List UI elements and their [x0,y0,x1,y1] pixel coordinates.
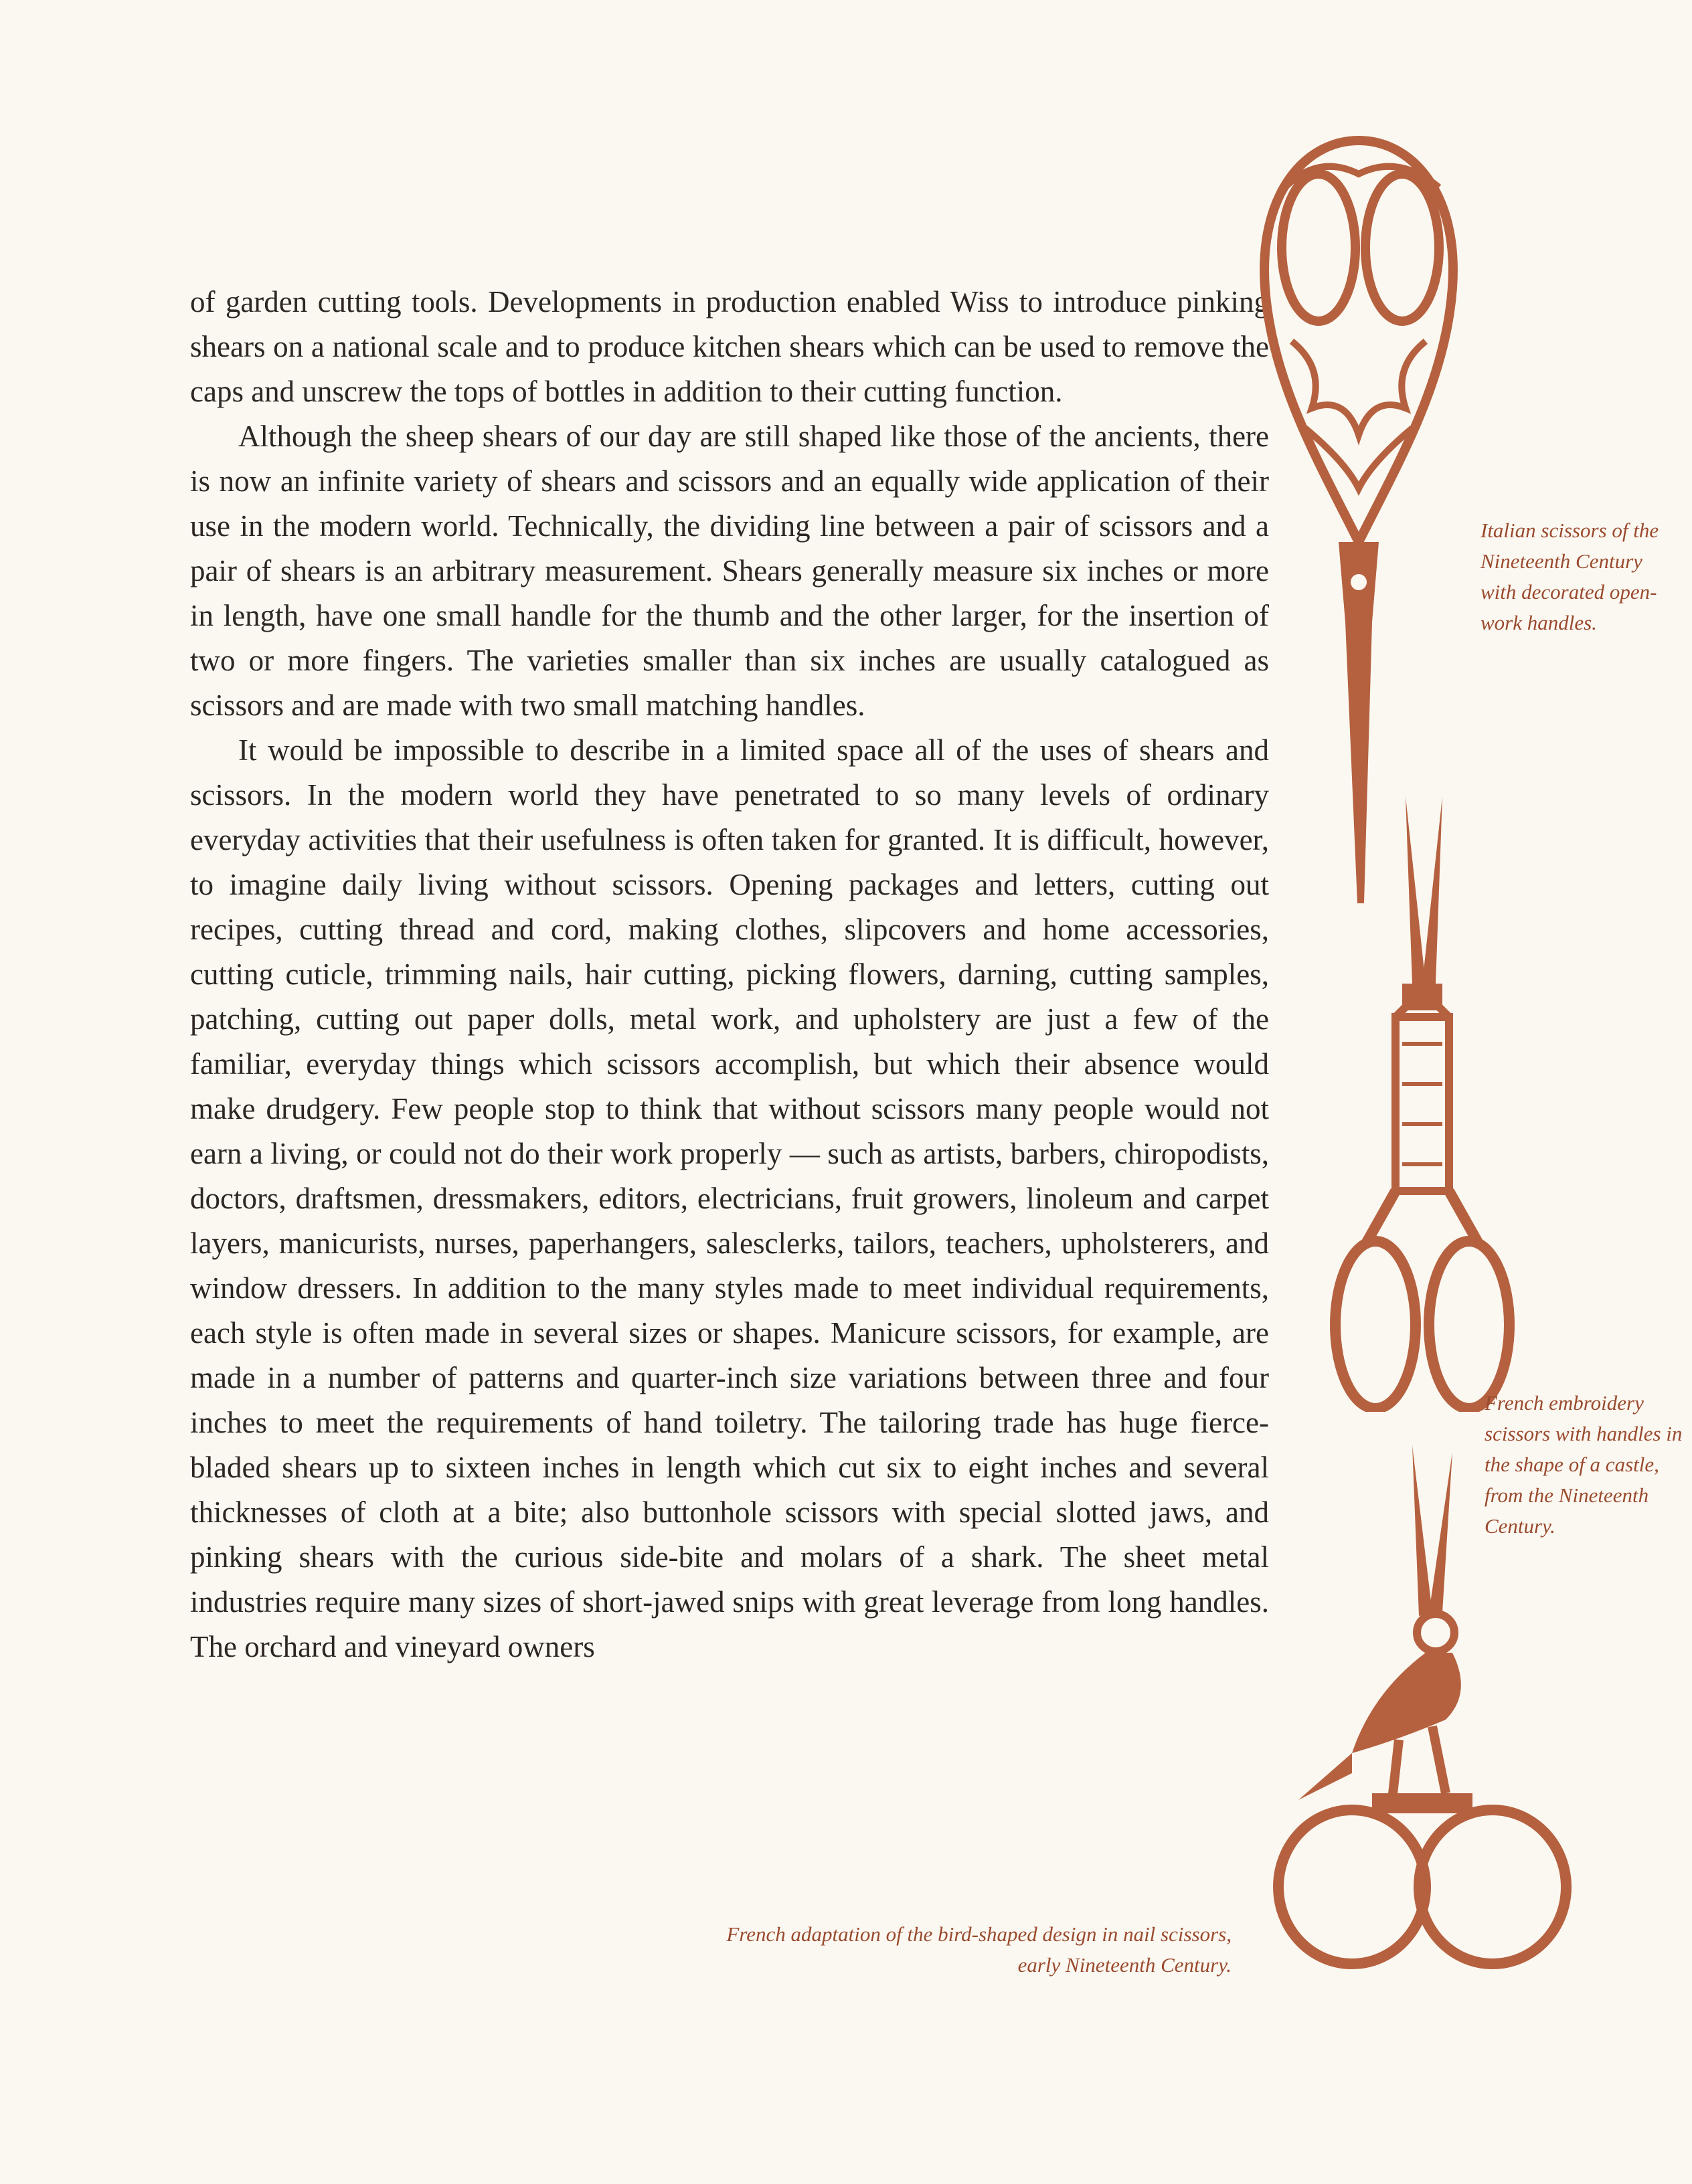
paragraph-2: Although the sheep shears of our day are still shaped like those of the ancients, there is now an infinite variety of shears and scissors and an equally wide application of their use in the modern world. Technically, the dividing line between a pair of scissors and a pair of shears is an arbitrary measurement. Shears generally measure six inches or more in length, have one small handle for the thumb and the other larger, for the insertion of two or more fingers. The varieties smaller than six inches are usually catalogued as scissors and are made with two small matching handles. [190,420,1269,722]
paragraph-1: of garden cutting tools. Developments in production enabled Wiss to introduce pinking shears on a national scale and to produce kitchen shears which can be used to remove the caps and unscrew the tops of bottles in addition to their cutting function. [190,285,1269,408]
caption-italian-scissors: Italian scissors of the Nineteenth Century with decorated open-work handles. [1480,519,1659,634]
article-body [190,280,1269,1669]
bird-scissors-illustration [1252,1439,1613,1974]
caption-bird-scissors: French adaptation of the bird-shaped design in nail scissors, early Nineteenth Century. [726,1922,1232,1977]
castle-scissors-illustration [1325,790,1519,1412]
paragraph-3: It would be impossible to describe in a limited space all of the uses of shears and scissors. In the modern world they have penetrated to so many levels of ordinary everyday activities that their usefulness is often taken for granted. It is difficult, however, to imagine daily living without scissors. Opening packages and letters, cutting out recipes, cutting thread and cord, making clothes, slipcovers and home accessories, cutting cuticle, trimming nails, hair cutting, picking flowers, darning, cutting samples, patching, cutting out paper dolls, metal work, and upholstery are just a few of the familiar, everyday things which scissors accomplish, but which their absence would make drudgery. Few people stop to think that without scissors many people would not earn a living, or could not do their work properly — such as artists, barbers, chiropodists, doctors, draftsmen, dressmakers, editors, electricians, fruit growers, linoleum and carpet layers, manicurists, nurses, paperhangers, salesclerks, tailors, teachers, upholsterers, and window dressers. In addition to the many styles made to meet individual requirements, each style is often made in several sizes or shapes. Manicure scissors, for example, are made in a number of patterns and quarter-inch size variations between three and four inches to meet the requirements of hand toiletry. The tailoring trade has huge fierce-bladed shears up to sixteen inches in length which cut six to eight inches and several thicknesses of cloth at a bite; also buttonhole scissors with special slotted jaws, and pinking shears with the curious side-bite and molars of a shark. The sheet metal industries require many sizes of short-jawed snips with great leverage from long handles. The orchard and vineyard owners [190,733,1269,1663]
caption-castle-scissors: French embroidery scissors with handles in the shape of a castle, from the Nineteenth Century. [1485,1391,1683,1538]
